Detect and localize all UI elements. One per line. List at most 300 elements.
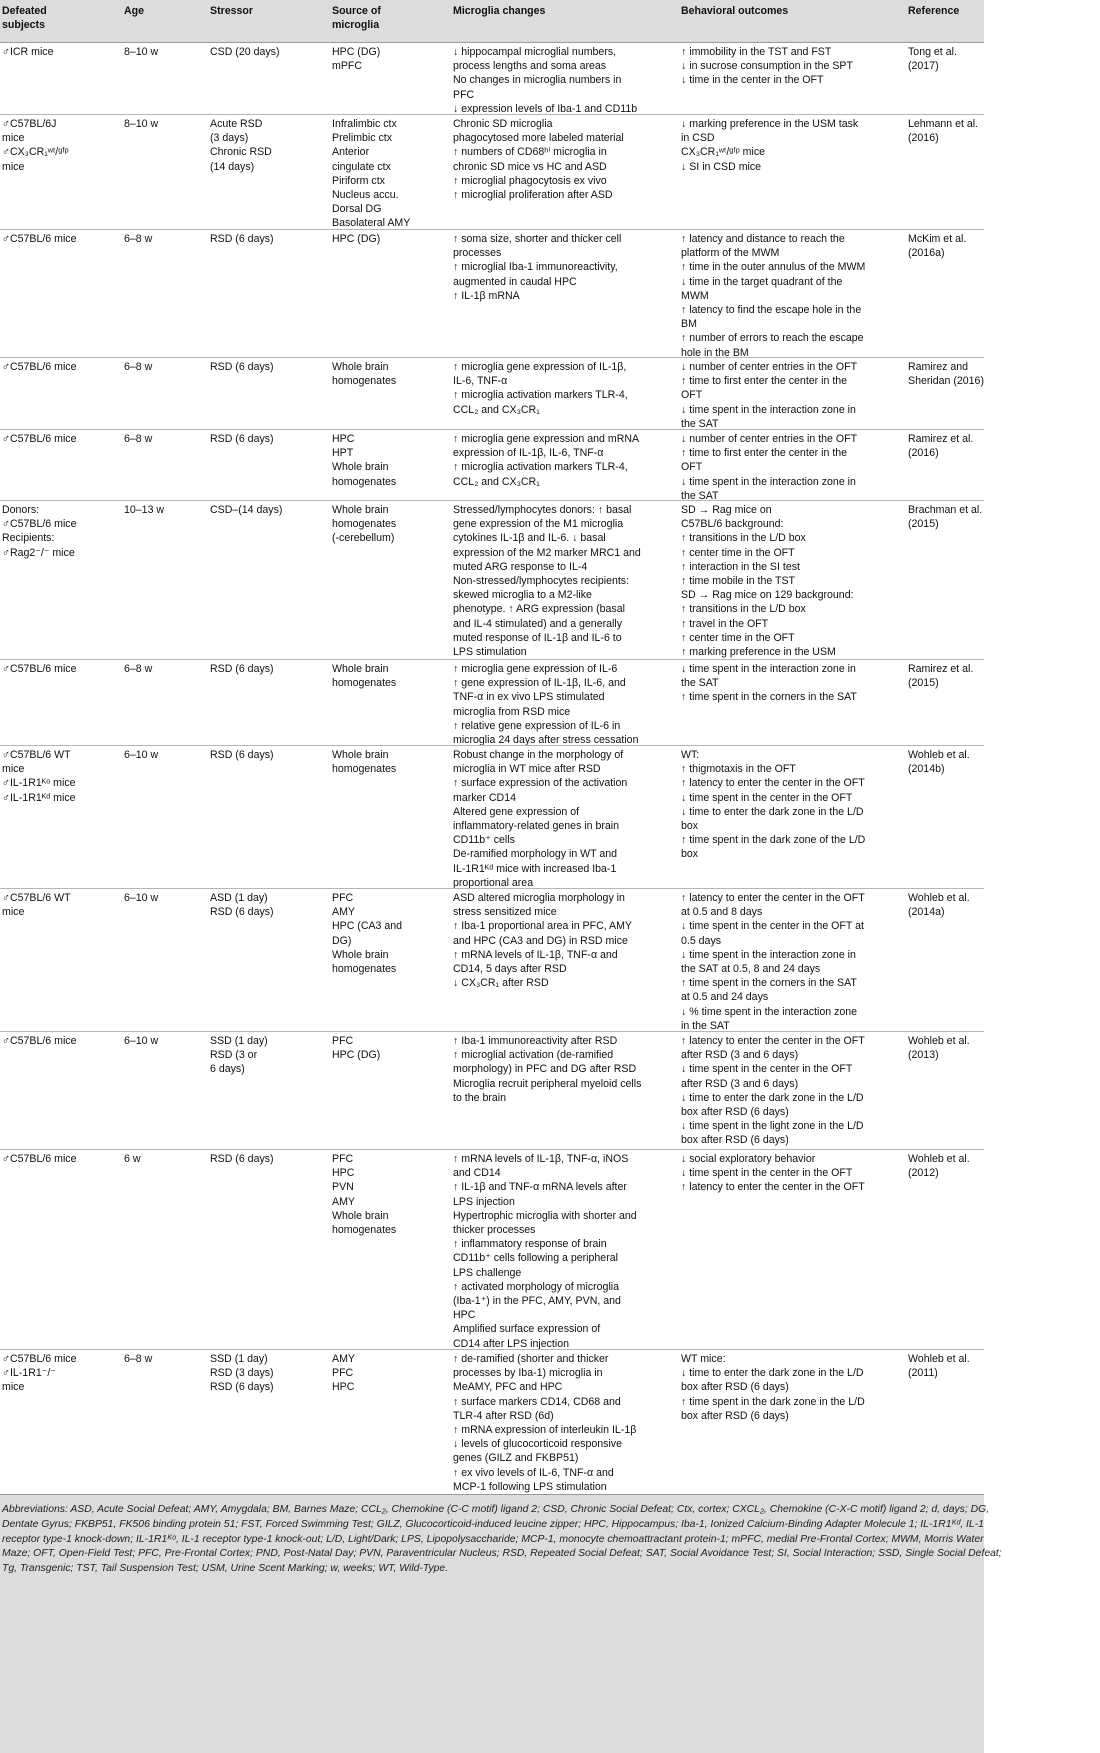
cell-line: (Iba-1⁺) in the PFC, AMY, PVN, and bbox=[453, 1295, 621, 1308]
subjects-cell bbox=[2, 1152, 114, 1166]
cell-line: Dorsal DG bbox=[332, 203, 382, 216]
behavioral-outcomes-cell bbox=[681, 662, 896, 705]
cell-line: homogenates bbox=[332, 518, 397, 531]
cell-line: ↑ time spent in the dark zone of the L/D bbox=[681, 834, 866, 847]
cell-line: 6 days) bbox=[210, 1063, 245, 1076]
cell-line: platform of the MWM bbox=[681, 247, 780, 260]
cell-line: ↑ inflammatory response of brain bbox=[453, 1238, 607, 1251]
subjects-cell bbox=[2, 748, 114, 805]
header-source-line-2: microglia bbox=[332, 19, 380, 32]
cell-line: WT: bbox=[681, 749, 700, 761]
cell-line: ↑ travel in the OFT bbox=[681, 617, 769, 630]
cell-line: ↓ time spent in the interaction zone in bbox=[681, 403, 856, 416]
cell-line: No changes in microglia numbers in bbox=[453, 74, 622, 87]
age-cell bbox=[124, 891, 194, 905]
cell-line: ↓ time spent in the center in the OFT bbox=[681, 791, 853, 804]
cell-line: RSD (3 days) bbox=[210, 1367, 274, 1380]
cell-line: morphology) in PFC and DG after RSD bbox=[453, 1063, 637, 1076]
age-cell bbox=[124, 1352, 194, 1366]
cell-line: MeAMY, PFC and HPC bbox=[453, 1381, 563, 1394]
stressor-cell bbox=[210, 232, 320, 246]
stressor-cell bbox=[210, 1352, 320, 1395]
cell-line: ♂C57BL/6 WT bbox=[2, 892, 71, 904]
cell-line: 6–8 w bbox=[124, 233, 153, 245]
cell-line: microglia in WT mice after RSD bbox=[453, 763, 601, 776]
cell-line: ↑ microglial Iba-1 immunoreactivity, bbox=[453, 261, 618, 274]
header-source-of-microglia bbox=[332, 4, 442, 32]
cell-line: ↓ time in the target quadrant of the bbox=[681, 275, 843, 288]
cell-line: ♂C57BL/6 mice bbox=[2, 1153, 77, 1165]
cell-line: C57BL/6 background: bbox=[681, 518, 784, 531]
stressor-cell bbox=[210, 891, 320, 919]
cell-line: homogenates bbox=[332, 963, 397, 976]
cell-line: ♂C57BL/6J bbox=[2, 118, 57, 130]
cell-line: SD → Rag mice on bbox=[681, 504, 772, 516]
cell-line: ↓ marking preference in the USM task bbox=[681, 118, 859, 130]
cell-line: ↑ Iba-1 immunoreactivity after RSD bbox=[453, 1035, 618, 1047]
table-row bbox=[0, 1031, 984, 1149]
cell-line: at 0.5 and 24 days bbox=[681, 991, 769, 1004]
cell-line: mice bbox=[2, 160, 25, 173]
behavioral-outcomes-cell bbox=[681, 45, 896, 88]
cell-line: ↑ latency and distance to reach the bbox=[681, 233, 845, 245]
cell-line: ↓ number of center entries in the OFT bbox=[681, 361, 858, 373]
abbreviations-line: receptor type-1 knock-down; IL-1R1ᴷᵒ, IL-1 receptor type-1 knock-out; L/D, Light/Dark; LPS, Lipopolysaccharide; MCP-1, monocyte chemoattractant protein-1; mPFC, medial Pre-Frontal Cortex; MWM, Morris Water bbox=[2, 1533, 984, 1545]
cell-line: ↑ soma size, shorter and thicker cell bbox=[453, 233, 622, 245]
cell-line: Robust change in the morphology of bbox=[453, 749, 624, 761]
cell-line: ↓ in sucrose consumption in the SPT bbox=[681, 60, 853, 73]
reference-cell bbox=[908, 432, 983, 460]
abbreviations-line: Dentate Gyrus; FKBP51, FK506 binding protein 51; FST, Forced Swimming Test; GILZ, Glucocorticoid-induced leucine zipper; HPC, Hippocampus; Iba-1, Ionized Calcium-Binding Adapter Molecule 1; IL-1R1ᴷᵈ, IL-1 bbox=[2, 1518, 984, 1530]
cell-line: MCP-1 following LPS stimulation bbox=[453, 1480, 607, 1493]
cell-line: Microglia recruit peripheral myeloid cells bbox=[453, 1077, 642, 1090]
cell-line: ♂IL-1R1⁻/⁻ bbox=[2, 1367, 56, 1380]
behavioral-outcomes-cell bbox=[681, 1152, 896, 1195]
cell-line: Ramirez et al. bbox=[908, 663, 974, 675]
stressor-cell bbox=[210, 662, 320, 676]
table-row bbox=[0, 429, 984, 500]
cell-line: ↑ time spent in the dark zone in the L/D bbox=[681, 1395, 865, 1408]
cell-line: Whole brain bbox=[332, 361, 389, 373]
cell-line: Wohleb et al. bbox=[908, 892, 970, 904]
behavioral-outcomes-cell bbox=[681, 748, 896, 862]
cell-line: ♂C57BL/6 mice bbox=[2, 1353, 77, 1365]
cell-line: ♂IL-1R1ᴷᵈ mice bbox=[2, 791, 76, 804]
reference-cell bbox=[908, 891, 983, 919]
table-row bbox=[0, 357, 984, 429]
cell-line: ♂C57BL/6 mice bbox=[2, 433, 77, 445]
cell-line: ↑ microglia gene expression and mRNA bbox=[453, 433, 640, 445]
age-cell bbox=[124, 1034, 194, 1048]
microglia-changes-cell bbox=[453, 503, 668, 659]
cell-line: ♂Rag2⁻/⁻ mice bbox=[2, 546, 75, 559]
cell-line: MWM bbox=[681, 289, 709, 302]
cell-line: 6–8 w bbox=[124, 433, 153, 445]
cell-line: expression of the M2 marker MRC1 and bbox=[453, 546, 641, 559]
age-cell bbox=[124, 45, 194, 59]
cell-line: ↑ mRNA expression of interleukin IL-1β bbox=[453, 1424, 637, 1437]
microglia-changes-cell bbox=[453, 45, 668, 116]
cell-line: ↑ de-ramified (shorter and thicker bbox=[453, 1353, 609, 1365]
cell-line: (2012) bbox=[908, 1167, 939, 1180]
behavioral-outcomes-cell bbox=[681, 503, 896, 659]
header-behavioral-outcomes: Behavioral outcomes bbox=[681, 5, 789, 17]
subjects-cell bbox=[2, 117, 114, 174]
cell-line: homogenates bbox=[332, 677, 397, 690]
cell-line: homogenates bbox=[332, 763, 397, 776]
cell-line: Infralimbic ctx bbox=[332, 118, 397, 130]
cell-line: ↑ interaction in the SI test bbox=[681, 560, 800, 573]
cell-line: ↑ center time in the OFT bbox=[681, 546, 795, 559]
cell-line: AMY bbox=[332, 1195, 355, 1208]
table-row bbox=[0, 1349, 984, 1494]
cell-line: ↑ ex vivo levels of IL-6, TNF-α and bbox=[453, 1466, 614, 1479]
cell-line: HPC bbox=[332, 1167, 355, 1180]
cell-line: ↓ time to enter the dark zone in the L/D bbox=[681, 805, 864, 818]
source-cell bbox=[332, 1034, 442, 1062]
cell-line: HPC (DG) bbox=[332, 233, 381, 245]
cell-line: 8–10 w bbox=[124, 46, 159, 58]
cell-line: Tong et al. bbox=[908, 46, 957, 58]
cell-line: AMY bbox=[332, 1353, 355, 1365]
header-subjects-line-2: subjects bbox=[2, 19, 45, 32]
cell-line: (2016) bbox=[908, 447, 939, 460]
cell-line: ↑ time spent in the corners in the SAT bbox=[681, 977, 857, 990]
age-cell bbox=[124, 748, 194, 762]
cell-line: HPC (CA3 and bbox=[332, 920, 403, 933]
cell-line: muted response of IL-1β and IL-6 to bbox=[453, 631, 622, 644]
stressor-cell bbox=[210, 117, 320, 174]
cell-line: stress sensitized mice bbox=[453, 906, 557, 919]
cell-line: ↓ levels of glucocorticoid responsive bbox=[453, 1438, 622, 1451]
cell-line: box after RSD (6 days) bbox=[681, 1381, 789, 1394]
microglia-changes-cell bbox=[453, 1152, 668, 1351]
stressor-cell bbox=[210, 748, 320, 762]
cell-line: homogenates bbox=[332, 475, 397, 488]
cell-line: augmented in caudal HPC bbox=[453, 275, 577, 288]
cell-line: ↑ thigmotaxis in the OFT bbox=[681, 763, 796, 776]
cell-line: SSD (1 day) bbox=[210, 1035, 268, 1047]
cell-line: Acute RSD bbox=[210, 118, 263, 130]
cell-line: microglia from RSD mice bbox=[453, 705, 571, 718]
cell-line: the SAT bbox=[681, 489, 719, 502]
cell-line: mPFC bbox=[332, 60, 363, 73]
cell-line: ↑ marking preference in the USM bbox=[681, 646, 836, 659]
reference-cell bbox=[908, 1152, 983, 1180]
cell-line: LPS stimulation bbox=[453, 646, 527, 659]
cell-line: RSD (6 days) bbox=[210, 361, 274, 373]
cell-line: SD → Rag mice on 129 background: bbox=[681, 589, 854, 602]
cell-line: ↑ latency to enter the center in the OFT bbox=[681, 1035, 865, 1047]
reference-cell bbox=[908, 360, 983, 388]
source-cell bbox=[332, 432, 442, 489]
cell-line: CSD (20 days) bbox=[210, 46, 280, 58]
subjects-cell bbox=[2, 1352, 114, 1395]
source-cell bbox=[332, 360, 442, 388]
cell-line: cingulate ctx bbox=[332, 160, 391, 173]
subjects-cell bbox=[2, 1034, 114, 1048]
abbreviations-line: Tg, Transgenic; TST, Tail Suspension Test; USM, Urine Scent Marking; w, weeks; WT, Wild-Type. bbox=[2, 1563, 449, 1575]
cell-line: RSD (3 or bbox=[210, 1049, 258, 1062]
cell-line: ↓ time spent in the interaction zone in bbox=[681, 475, 856, 488]
cell-line: (2014a) bbox=[908, 906, 945, 919]
cell-line: ↑ time to first enter the center in the bbox=[681, 447, 848, 460]
cell-line: 6 w bbox=[124, 1153, 141, 1165]
source-cell bbox=[332, 748, 442, 776]
cell-line: (2017) bbox=[908, 60, 939, 73]
cell-line: ↑ latency to enter the center in the OFT bbox=[681, 1181, 865, 1194]
cell-line: ♂C57BL/6 mice bbox=[2, 361, 77, 373]
cell-line: ↓ CX₃CR₁ after RSD bbox=[453, 977, 549, 990]
cell-line: in the SAT bbox=[681, 1019, 730, 1032]
cell-line: expression of IL-1β, IL-6, TNF-α bbox=[453, 447, 604, 460]
cell-line: RSD (6 days) bbox=[210, 906, 274, 919]
cell-line: ♂C57BL/6 mice bbox=[2, 663, 77, 675]
stressor-cell bbox=[210, 45, 320, 59]
cell-line: PFC bbox=[332, 892, 354, 904]
cell-line: HPC (DG) bbox=[332, 46, 381, 58]
cell-line: RSD (6 days) bbox=[210, 433, 274, 445]
source-cell bbox=[332, 662, 442, 690]
cell-line: ♂C57BL/6 mice bbox=[2, 1035, 77, 1047]
cell-line: HPC bbox=[332, 433, 355, 445]
microglia-changes-cell bbox=[453, 1034, 668, 1105]
subjects-cell bbox=[2, 662, 114, 676]
cell-line: Chronic SD microglia bbox=[453, 118, 553, 130]
cell-line: (2011) bbox=[908, 1367, 938, 1380]
cell-line: ↑ microglia gene expression of IL-6 bbox=[453, 663, 618, 675]
cell-line: Whole brain bbox=[332, 948, 389, 961]
cell-line: Whole brain bbox=[332, 663, 389, 675]
cell-line: and HPC (CA3 and DG) in RSD mice bbox=[453, 934, 628, 947]
cell-line: ↑ time mobile in the TST bbox=[681, 575, 796, 588]
cell-line: 6–8 w bbox=[124, 361, 153, 373]
cell-line: ↑ transitions in the L/D box bbox=[681, 532, 806, 545]
cell-line: (2015) bbox=[908, 677, 939, 690]
cell-line: (2015) bbox=[908, 518, 939, 531]
cell-line: ↓ hippocampal microglial numbers, bbox=[453, 46, 617, 58]
cell-line: processes bbox=[453, 247, 502, 260]
cell-line: box after RSD (6 days) bbox=[681, 1134, 789, 1147]
cell-line: HPC bbox=[332, 1381, 355, 1394]
cell-line: (2013) bbox=[908, 1049, 939, 1062]
cell-line: CD14, 5 days after RSD bbox=[453, 963, 567, 976]
age-cell bbox=[124, 503, 194, 517]
cell-line: 6–8 w bbox=[124, 663, 153, 675]
source-cell bbox=[332, 232, 442, 246]
cell-line: after RSD (3 and 6 days) bbox=[681, 1049, 799, 1062]
cell-line: Ramirez et al. bbox=[908, 433, 974, 445]
cell-line: ↑ immobility in the TST and FST bbox=[681, 46, 832, 58]
cell-line: Piriform ctx bbox=[332, 174, 385, 187]
cell-line: CD11b⁺ cells bbox=[453, 834, 515, 847]
cell-line: and CD14 bbox=[453, 1167, 501, 1180]
cell-line: ↑ latency to find the escape hole in the bbox=[681, 304, 862, 317]
cell-line: ♂IL-1R1ᴷᵒ mice bbox=[2, 777, 76, 790]
cell-line: mice bbox=[2, 906, 25, 919]
age-cell bbox=[124, 662, 194, 676]
cell-line: mice bbox=[2, 132, 25, 145]
cell-line: Wohleb et al. bbox=[908, 1353, 970, 1365]
cell-line: ↑ time to first enter the center in the bbox=[681, 375, 848, 388]
header-subjects-line-1: Defeated bbox=[2, 5, 47, 17]
microglia-changes-cell bbox=[453, 117, 668, 202]
cell-line: 6–10 w bbox=[124, 1035, 159, 1047]
microglia-changes-cell bbox=[453, 432, 668, 489]
table-row bbox=[0, 229, 984, 357]
table-row bbox=[0, 659, 984, 745]
table-row bbox=[0, 114, 984, 229]
stressor-cell bbox=[210, 503, 320, 517]
cell-line: ↓ time to enter the dark zone in the L/D bbox=[681, 1367, 864, 1380]
cell-line: phenotype. ↑ ARG expression (basal bbox=[453, 603, 625, 616]
cell-line: ↑ time spent in the corners in the SAT bbox=[681, 691, 857, 704]
cell-line: Wohleb et al. bbox=[908, 1153, 970, 1165]
subjects-cell bbox=[2, 360, 114, 374]
cell-line: the SAT bbox=[681, 677, 719, 690]
cell-line: Wohleb et al. bbox=[908, 749, 970, 761]
cell-line: (2014b) bbox=[908, 763, 945, 776]
cell-line: muted ARG response to IL-4 bbox=[453, 560, 588, 573]
behavioral-outcomes-cell bbox=[681, 891, 896, 1033]
cell-line: ASD altered microglia morphology in bbox=[453, 892, 625, 904]
cell-line: ↓ number of center entries in the OFT bbox=[681, 433, 858, 445]
cell-line: (-cerebellum) bbox=[332, 532, 395, 545]
cell-line: ↓ time spent in the center in the OFT bbox=[681, 1167, 853, 1180]
cell-line: Recipients: bbox=[2, 532, 55, 545]
stressor-cell bbox=[210, 1034, 320, 1077]
cell-line: TLR-4 after RSD (6d) bbox=[453, 1409, 554, 1422]
header-microglia-changes: Microglia changes bbox=[453, 5, 546, 17]
cell-line: ↑ IL-1β and TNF-α mRNA levels after bbox=[453, 1181, 627, 1194]
cell-line: cytokines IL-1β and IL-6. ↓ basal bbox=[453, 532, 606, 545]
cell-line: ↑ microglia activation markers TLR-4, bbox=[453, 389, 628, 402]
reference-cell bbox=[908, 1034, 983, 1062]
cell-line: genes (GILZ and FKBP51) bbox=[453, 1452, 579, 1465]
cell-line: RSD (6 days) bbox=[210, 749, 274, 761]
cell-line: homogenates bbox=[332, 375, 397, 388]
cell-line: ↓ time spent in the interaction zone in bbox=[681, 948, 856, 961]
cell-line: 0.5 days bbox=[681, 934, 722, 947]
cell-line: ↑ mRNA levels of IL-1β, TNF-α and bbox=[453, 948, 618, 961]
cell-line: (14 days) bbox=[210, 160, 255, 173]
cell-line: RSD (6 days) bbox=[210, 233, 274, 245]
cell-line: ↑ center time in the OFT bbox=[681, 631, 795, 644]
cell-line: DG) bbox=[332, 934, 352, 947]
cell-line: ↑ number of errors to reach the escape bbox=[681, 332, 864, 345]
source-cell bbox=[332, 117, 442, 231]
cell-line: SSD (1 day) bbox=[210, 1353, 268, 1365]
cell-line: thicker processes bbox=[453, 1224, 536, 1237]
cell-line: Basolateral AMY bbox=[332, 217, 411, 230]
cell-line: mice bbox=[2, 763, 25, 776]
source-cell bbox=[332, 45, 442, 73]
header-defeated-subjects bbox=[2, 4, 114, 32]
cell-line: ♂C57BL/6 mice bbox=[2, 518, 77, 531]
source-cell bbox=[332, 1352, 442, 1395]
cell-line: to the brain bbox=[453, 1091, 507, 1104]
cell-line: ↑ activated morphology of microglia bbox=[453, 1280, 620, 1293]
table-row bbox=[0, 745, 984, 888]
cell-line: ↓ time spent in the center in the OFT at bbox=[681, 920, 864, 933]
source-cell bbox=[332, 1152, 442, 1237]
cell-line: Anterior bbox=[332, 146, 370, 159]
subjects-cell bbox=[2, 891, 114, 919]
cell-line: ↓ time spent in the center in the OFT bbox=[681, 1063, 853, 1076]
behavioral-outcomes-cell bbox=[681, 1034, 896, 1148]
cell-line: CD11b⁺ cells following a peripheral bbox=[453, 1252, 618, 1265]
cell-line: ↑ gene expression of IL-1β, IL-6, and bbox=[453, 677, 626, 690]
cell-line: PFC bbox=[332, 1367, 354, 1380]
cell-line: De-ramified morphology in WT and bbox=[453, 848, 618, 861]
cell-line: Prelimbic ctx bbox=[332, 132, 393, 145]
abbreviations-line: Abbreviations: ASD, Acute Social Defeat; AMY, Amygdala; BM, Barnes Maze; CCL₂, Chemokine (C-C motif) ligand 2; CSD, Chronic Social Defeat; Ctx, cortex; CXCL₂, Chemokine (C-X-C motif) ligand 2; d, days; DG, bbox=[2, 1504, 990, 1515]
cell-line: CSD–(14 days) bbox=[210, 504, 283, 516]
cell-line: ↓ % time spent in the interaction zone bbox=[681, 1005, 858, 1018]
cell-line: Donors: bbox=[2, 504, 40, 516]
cell-line: the SAT bbox=[681, 417, 719, 430]
table-row bbox=[0, 1149, 984, 1349]
cell-line: ↑ microglial activation (de-ramified bbox=[453, 1049, 614, 1062]
cell-line: after RSD (3 and 6 days) bbox=[681, 1077, 799, 1090]
table-header-row bbox=[0, 0, 984, 43]
microglia-changes-cell bbox=[453, 748, 668, 890]
cell-line: marker CD14 bbox=[453, 791, 516, 804]
cell-line: Nucleus accu. bbox=[332, 189, 399, 202]
cell-line: skewed microglia to a M2-like bbox=[453, 589, 592, 602]
cell-line: ↑ Iba-1 proportional area in PFC, AMY bbox=[453, 920, 633, 933]
reference-cell bbox=[908, 232, 983, 260]
cell-line: box after RSD (6 days) bbox=[681, 1106, 789, 1119]
stressor-cell bbox=[210, 432, 320, 446]
microglia-changes-cell bbox=[453, 232, 668, 303]
cell-line: RSD (6 days) bbox=[210, 1153, 274, 1165]
cell-line: ↑ relative gene expression of IL-6 in bbox=[453, 719, 621, 732]
cell-line: AMY bbox=[332, 906, 355, 919]
abbreviations-footnote bbox=[0, 1494, 1002, 1753]
cell-line: LPS challenge bbox=[453, 1266, 522, 1279]
cell-line: gene expression of the M1 microglia bbox=[453, 518, 624, 531]
reference-cell bbox=[908, 503, 983, 531]
cell-line: ↓ SI in CSD mice bbox=[681, 160, 762, 173]
cell-line: ↑ microglial proliferation after ASD bbox=[453, 189, 613, 202]
cell-line: Sheridan (2016) bbox=[908, 375, 984, 388]
cell-line: ↑ IL-1β mRNA bbox=[453, 289, 520, 302]
cell-line: LPS injection bbox=[453, 1195, 515, 1208]
stressor-cell bbox=[210, 360, 320, 374]
cell-line: chronic SD mice vs HC and ASD bbox=[453, 160, 607, 173]
cell-line: at 0.5 and 8 days bbox=[681, 906, 763, 919]
cell-line: ♂C57BL/6 mice bbox=[2, 233, 77, 245]
cell-line: Chronic RSD bbox=[210, 146, 272, 159]
cell-line: Stressed/lymphocytes donors: ↑ basal bbox=[453, 504, 632, 516]
cell-line: ↓ time in the center in the OFT bbox=[681, 74, 824, 87]
cell-line: HPC bbox=[453, 1309, 476, 1322]
cell-line: PVN bbox=[332, 1181, 354, 1194]
cell-line: ↑ surface markers CD14, CD68 and bbox=[453, 1395, 621, 1408]
cell-line: WT mice: bbox=[681, 1353, 726, 1365]
cell-line: Whole brain bbox=[332, 504, 389, 516]
abbreviations-line: Maze; OFT, Open-Field Test; PFC, Pre-Frontal Cortex; PND, Post-Natal Day; PVN, Paraventricular Nucleus; RSD, Repeated Social Defeat; SAT, Social Avoidance Test; SI, Social Interaction; SSD, Single Social Defeat; bbox=[2, 1548, 1002, 1560]
cell-line: homogenates bbox=[332, 1224, 397, 1237]
cell-line: Amplified surface expression of bbox=[453, 1323, 601, 1336]
behavioral-outcomes-cell bbox=[681, 360, 896, 431]
cell-line: (2016a) bbox=[908, 247, 945, 260]
cell-line: (2016) bbox=[908, 132, 939, 145]
cell-line: CCL₂ and CX₃CR₁ bbox=[453, 403, 540, 416]
cell-line: IL-1R1ᴷᵈ mice with increased Iba-1 bbox=[453, 862, 617, 875]
table-body bbox=[0, 43, 984, 1494]
